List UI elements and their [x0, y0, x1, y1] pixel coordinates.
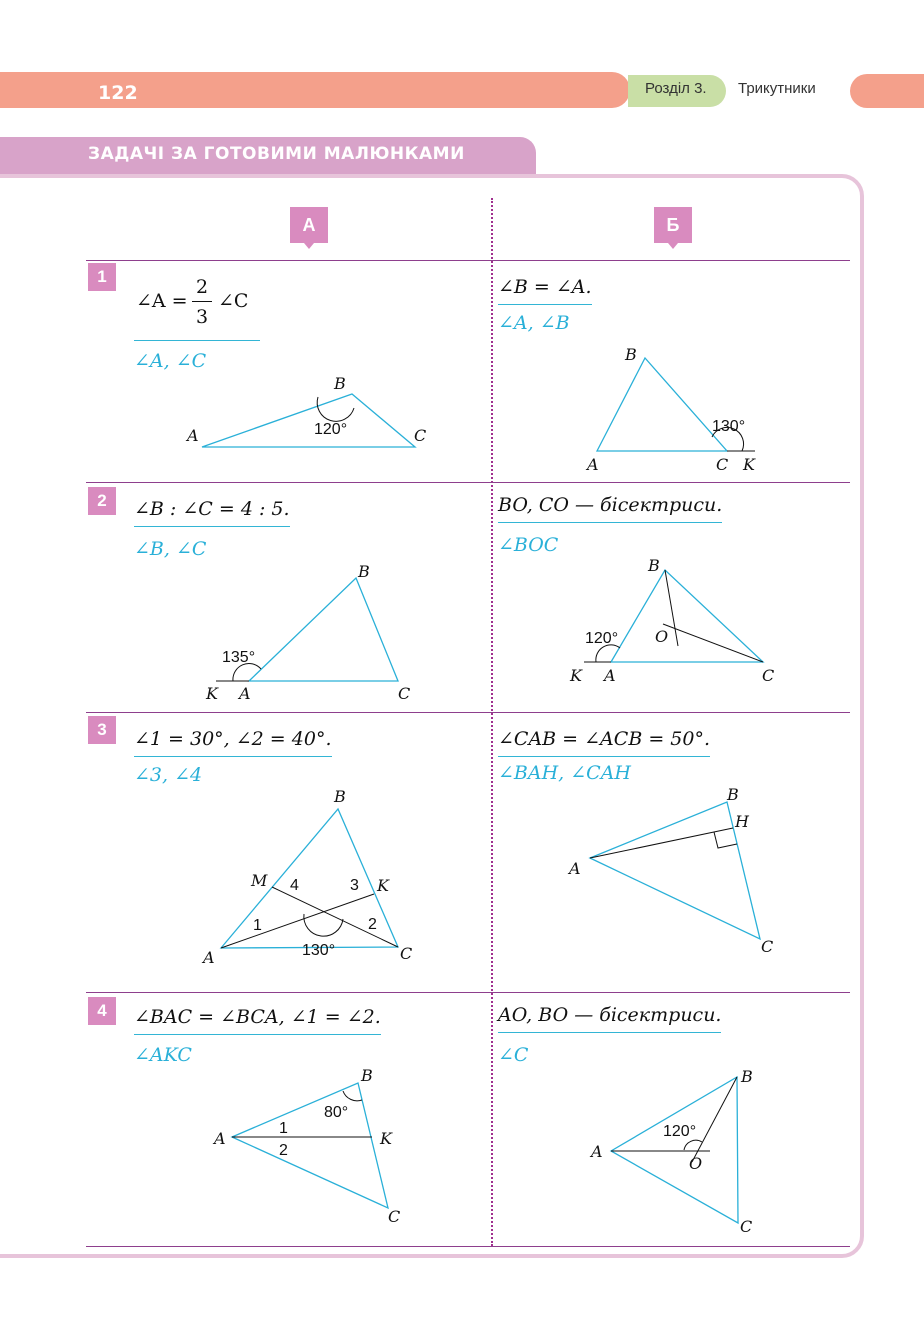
- vertex-label: A: [187, 426, 199, 445]
- vertex-label: C: [740, 1217, 753, 1236]
- row-number-2: 2: [88, 487, 116, 515]
- figure-4a-triangle: [212, 1066, 400, 1226]
- vertex-label: C: [716, 455, 729, 474]
- vertex-label: B: [334, 787, 346, 806]
- vertex-label: M: [251, 871, 268, 890]
- row-number-1: 1: [88, 263, 116, 291]
- problem-4b-ask: ∠C: [498, 1044, 529, 1066]
- vertex-label: B: [727, 785, 739, 804]
- vertex-label: K: [377, 876, 389, 895]
- vertex-label: A: [569, 859, 581, 878]
- vertex-label: C: [400, 944, 413, 963]
- angle-label: 120°: [314, 421, 348, 438]
- fraction-numerator: 2: [196, 276, 209, 298]
- fraction-denominator: 3: [196, 306, 209, 328]
- page-number: 122: [98, 82, 138, 104]
- column-badge-b: Б: [654, 207, 692, 243]
- problem-3b-ask: ∠BAH, ∠CAH: [498, 762, 631, 784]
- vertex-label: K: [570, 666, 582, 685]
- angle-label: 4: [290, 877, 299, 894]
- angle-label: 130°: [302, 942, 336, 959]
- vertex-label: K: [380, 1129, 392, 1148]
- problem-2a-ask: ∠B, ∠C: [134, 538, 207, 560]
- figure-1a-triangle: [185, 374, 426, 447]
- figure-3b-triangle: [567, 785, 773, 956]
- problem-2a-condition: ∠B : ∠C = 4 : 5.: [134, 498, 290, 527]
- figure-4b-triangle: [589, 1067, 753, 1236]
- figure-2b-triangle: [569, 556, 774, 685]
- angle-label: 80°: [324, 1104, 349, 1121]
- vertex-label: A: [203, 948, 215, 967]
- angle-label: 2: [368, 916, 377, 933]
- problem-4b-condition: AO, BO — бісектриси.: [498, 1004, 721, 1033]
- column-badge-a: А: [290, 207, 328, 243]
- angle-label: 1: [279, 1120, 288, 1137]
- vertex-label: K: [206, 684, 218, 703]
- angle-label: 1: [253, 917, 262, 934]
- angle-label: 2: [279, 1142, 288, 1159]
- chapter-title: Трикутники: [738, 80, 816, 97]
- problem-3a-ask: ∠3, ∠4: [134, 764, 203, 786]
- angle-label: 130°: [712, 418, 746, 435]
- problem-1b-condition: ∠B = ∠A.: [498, 276, 592, 305]
- vertex-label: A: [591, 1142, 603, 1161]
- vertex-label: C: [761, 937, 774, 956]
- problem-1b-ask: ∠A, ∠B: [498, 312, 570, 334]
- problem-4a-condition: ∠BAC = ∠BCA, ∠1 = ∠2.: [134, 1006, 381, 1035]
- vertex-label: B: [334, 374, 346, 393]
- vertex-label: A: [604, 666, 616, 685]
- figure-2a-triangle: [205, 562, 410, 703]
- vertex-label: H: [735, 812, 749, 831]
- problem-2b-condition: BO, CO — бісектриси.: [498, 494, 722, 523]
- vertex-label: B: [361, 1066, 373, 1085]
- figure-1b-triangle: [585, 345, 756, 474]
- figure-3a-triangle: [201, 787, 412, 967]
- vertex-label: A: [587, 455, 599, 474]
- vertex-label: C: [762, 666, 775, 685]
- angle-label: 120°: [585, 630, 619, 647]
- condition-left: ∠A =: [136, 290, 188, 312]
- section-title: ЗАДАЧІ ЗА ГОТОВИМИ МАЛЮНКАМИ: [88, 144, 465, 164]
- chapter-label: Розділ 3.: [645, 80, 707, 97]
- problem-3a-condition: ∠1 = 30°, ∠2 = 40°.: [134, 728, 332, 757]
- vertex-label: A: [214, 1129, 226, 1148]
- problem-3b-condition: ∠CAB = ∠ACB = 50°.: [498, 728, 710, 757]
- vertex-label: C: [388, 1207, 401, 1226]
- vertex-label: B: [625, 345, 637, 364]
- problem-2b-ask: ∠BOC: [498, 534, 559, 556]
- vertex-label: A: [239, 684, 251, 703]
- vertex-label: K: [743, 455, 755, 474]
- problem-4a-ask: ∠AKC: [134, 1044, 192, 1066]
- vertex-label: C: [398, 684, 411, 703]
- row-number-3: 3: [88, 716, 116, 744]
- vertex-label: B: [358, 562, 370, 581]
- row-number-4: 4: [88, 997, 116, 1025]
- vertex-label: B: [648, 556, 660, 575]
- angle-label: 3: [350, 877, 359, 894]
- angle-label: 120°: [663, 1123, 697, 1140]
- vertex-label: B: [741, 1067, 753, 1086]
- condition-right: ∠C: [218, 290, 249, 312]
- angle-label: 135°: [222, 649, 256, 666]
- vertex-label: O: [689, 1154, 703, 1173]
- vertex-label: O: [655, 627, 669, 646]
- problem-1a-ask: ∠A, ∠C: [134, 350, 207, 372]
- vertex-label: C: [414, 426, 427, 445]
